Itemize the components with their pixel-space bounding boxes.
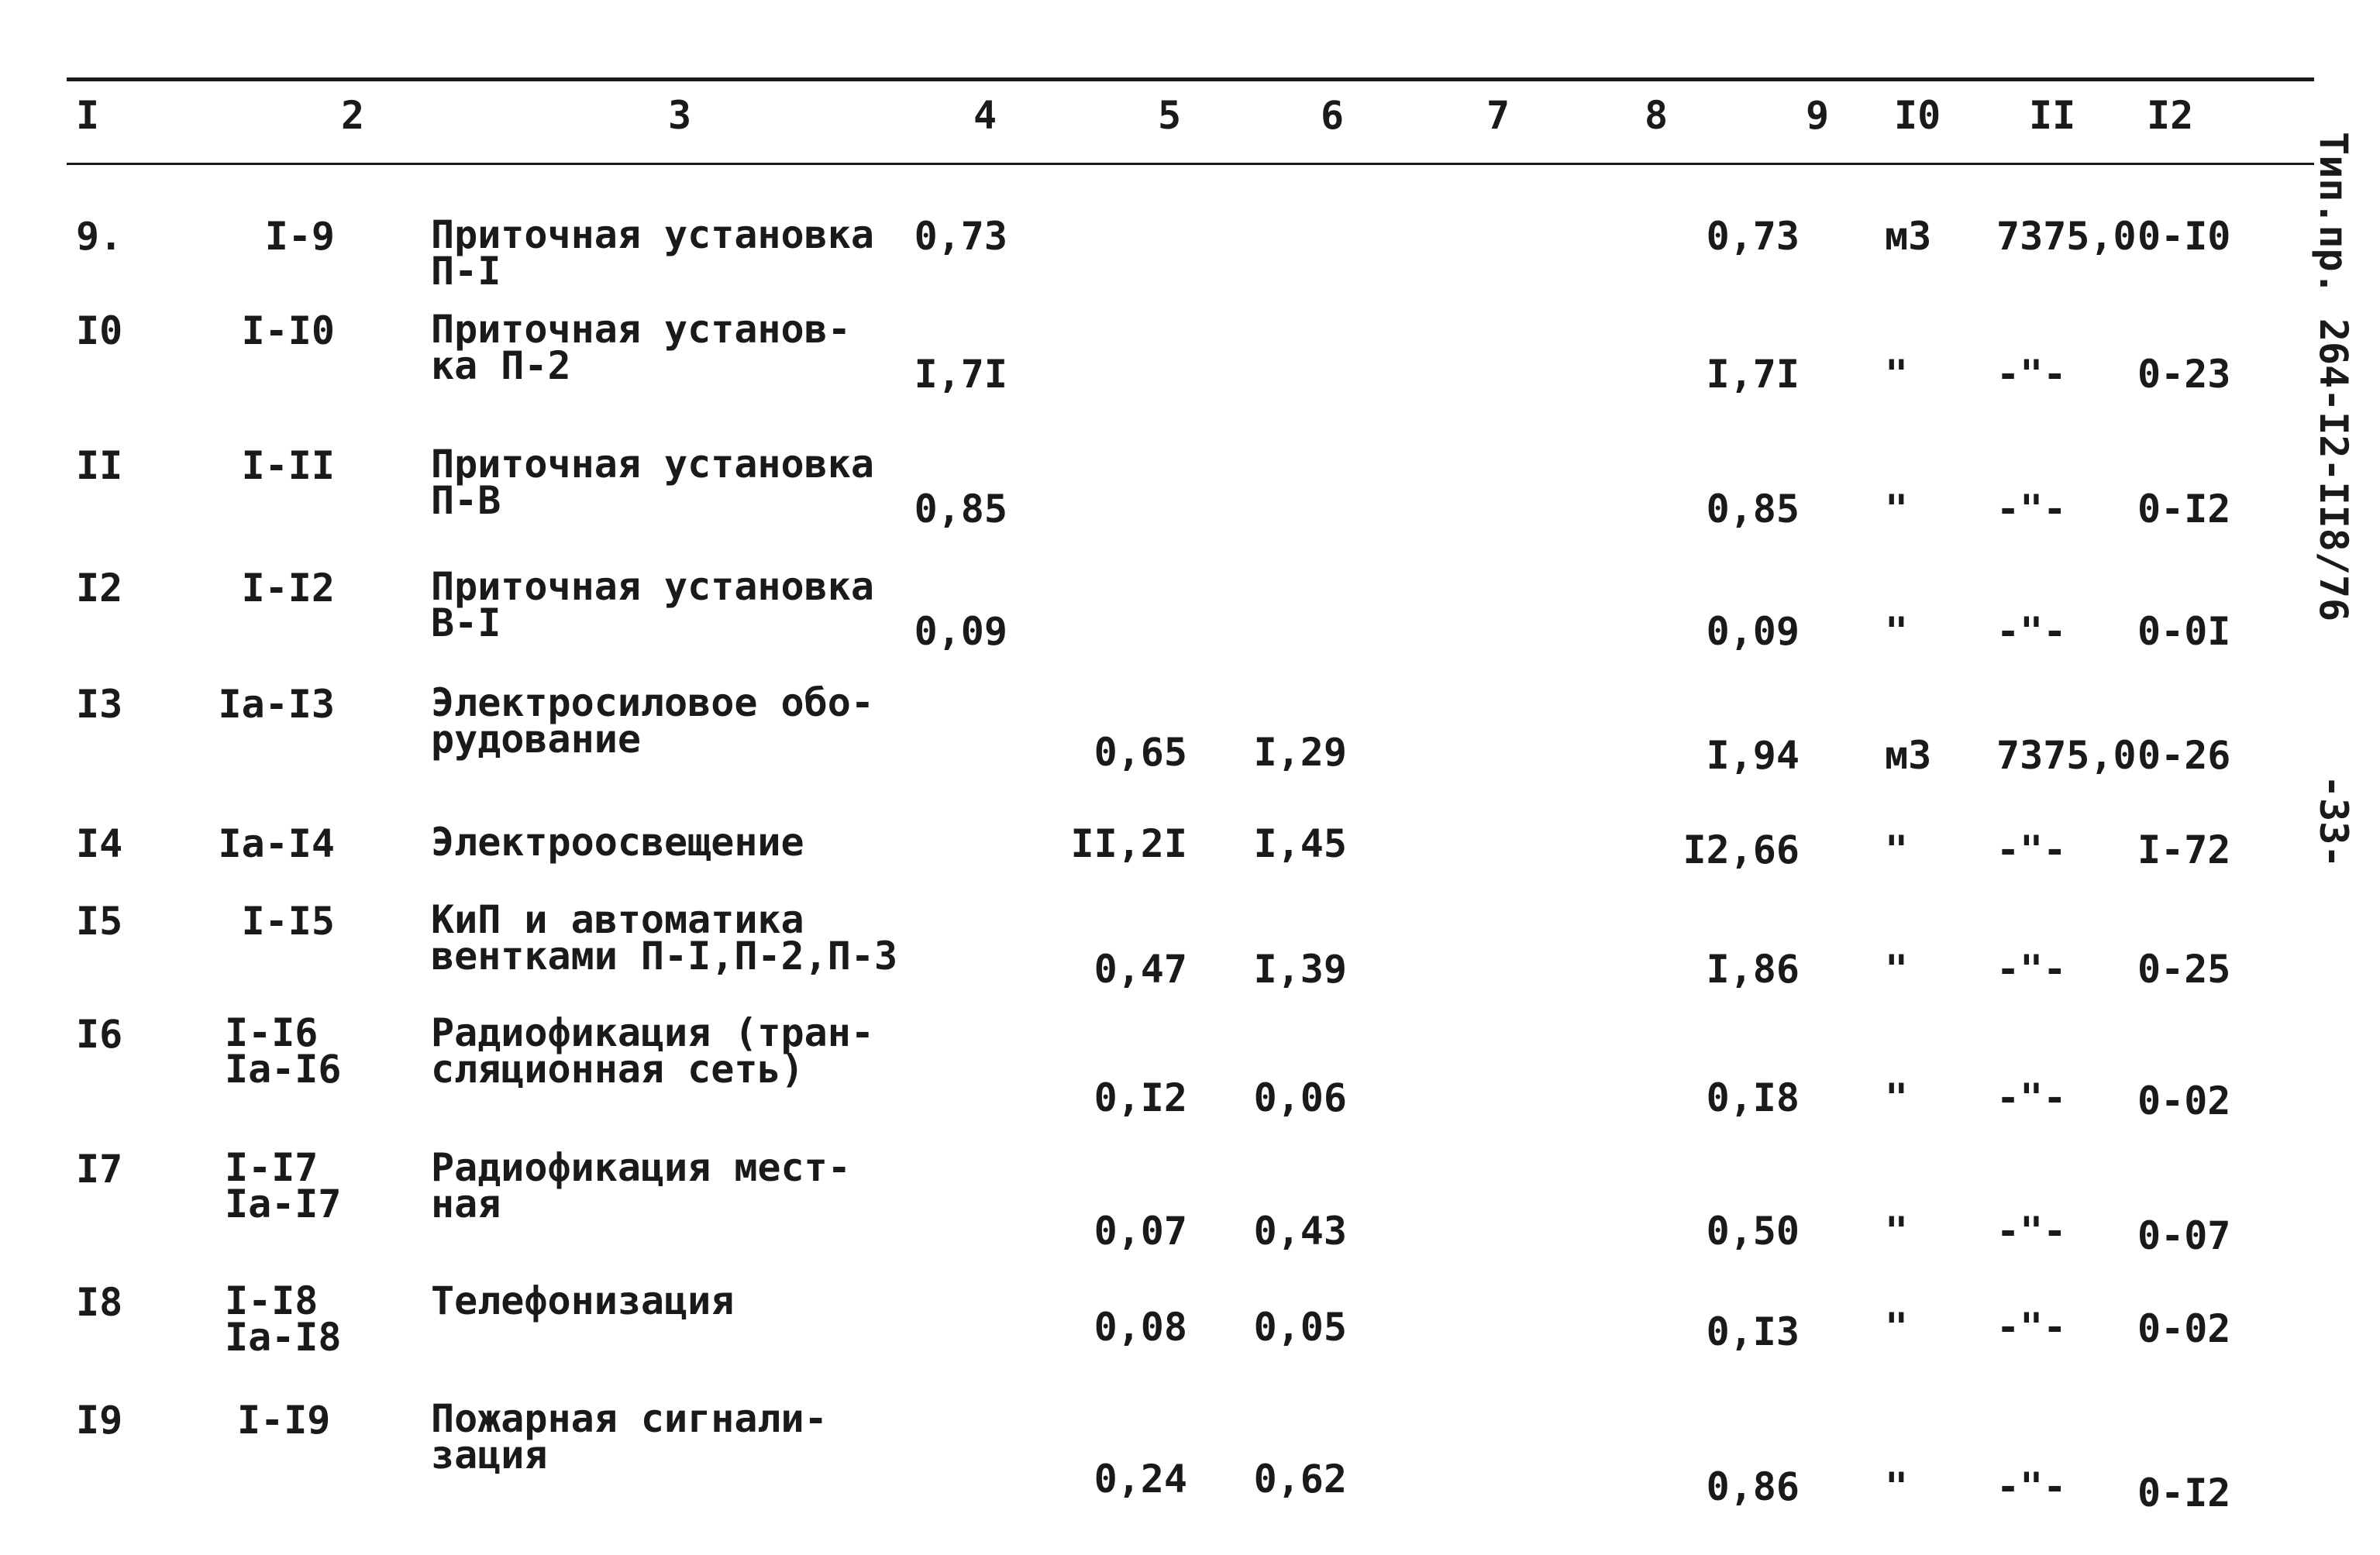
row-price: -"- xyxy=(1996,1209,2067,1254)
row-number: 9. xyxy=(76,214,123,259)
row-unit: " xyxy=(1885,352,1909,397)
row-col9: 0,I3 xyxy=(1706,1309,1800,1354)
row-number: I2 xyxy=(76,566,123,611)
row-price: -"- xyxy=(1996,609,2067,654)
row-name: Электроосвещение xyxy=(431,820,804,865)
row-code: I-I8 Iа-I8 xyxy=(225,1278,342,1360)
row-name: Пожарная сигнали- зация xyxy=(431,1396,828,1478)
col-header-11: II xyxy=(2029,93,2076,138)
row-name: Радиофикация мест- ная xyxy=(431,1145,851,1226)
row-name: Приточная установка В-I xyxy=(431,564,874,645)
row-name: Приточная установка П-В xyxy=(431,442,874,523)
col-header-9: 9 xyxy=(1806,93,1830,138)
row-price: -"- xyxy=(1996,1305,2067,1350)
row-number: I9 xyxy=(76,1398,123,1443)
row-number: I3 xyxy=(76,682,123,727)
row-unit: " xyxy=(1885,827,1909,872)
row-col12: 0-02 xyxy=(2137,1306,2231,1351)
row-price: -"- xyxy=(1996,487,2067,532)
row-unit: " xyxy=(1885,1464,1909,1509)
table-row xyxy=(0,1010,2325,1123)
row-col12: 0-26 xyxy=(2137,733,2231,778)
row-col5: 0,07 xyxy=(1094,1209,1187,1254)
col-header-2: 2 xyxy=(341,93,365,138)
row-code: I-I2 xyxy=(241,566,335,611)
col-header-1: I xyxy=(76,93,100,138)
row-col5: 0,08 xyxy=(1094,1305,1187,1350)
row-code: I-I7 Iа-I7 xyxy=(225,1145,342,1226)
table-row xyxy=(0,680,2325,778)
row-code: I-I0 xyxy=(241,308,335,353)
row-col9: 0,I8 xyxy=(1706,1075,1800,1120)
col-header-4: 4 xyxy=(973,93,997,138)
row-col12: I-72 xyxy=(2137,827,2231,872)
row-name: Радиофикация (тран- сляционная сеть) xyxy=(431,1010,874,1092)
row-unit: " xyxy=(1885,1209,1909,1254)
row-number: I5 xyxy=(76,899,123,944)
row-number: I7 xyxy=(76,1147,123,1192)
row-col9: I,7I xyxy=(1706,352,1800,397)
row-unit: м3 xyxy=(1885,733,1932,778)
row-unit: " xyxy=(1885,1305,1909,1350)
table-row xyxy=(0,820,2325,872)
row-col9: 0,50 xyxy=(1706,1209,1800,1254)
row-col9: I,86 xyxy=(1706,947,1800,992)
row-col9: I,94 xyxy=(1706,733,1800,778)
row-code: Iа-I4 xyxy=(218,821,335,866)
row-price: -"- xyxy=(1996,827,2067,872)
row-number: II xyxy=(76,443,123,488)
row-col5: 0,24 xyxy=(1094,1457,1187,1502)
row-price: -"- xyxy=(1996,947,2067,992)
row-col5: 0,I2 xyxy=(1094,1075,1187,1120)
table-row xyxy=(0,307,2325,397)
row-col12: 0-02 xyxy=(2137,1079,2231,1123)
row-col9: 0,86 xyxy=(1706,1464,1800,1509)
row-col4: 0,09 xyxy=(914,609,1007,654)
row-unit: " xyxy=(1885,609,1909,654)
table-row xyxy=(0,1278,2325,1360)
row-code: I-I6 Iа-I6 xyxy=(225,1010,342,1092)
row-code: I-II xyxy=(241,443,335,488)
col-header-3: 3 xyxy=(668,93,692,138)
table-row xyxy=(0,212,2325,294)
row-col6: I,39 xyxy=(1253,947,1347,992)
col-header-6: 6 xyxy=(1321,93,1345,138)
row-name: Приточная установ- ка П-2 xyxy=(431,307,851,388)
row-name: Приточная установка П-I xyxy=(431,212,874,294)
row-price: 7375,0 xyxy=(1996,214,2137,259)
page-number: -33- xyxy=(2311,775,2356,869)
col-header-5: 5 xyxy=(1158,93,1182,138)
row-col6: 0,43 xyxy=(1253,1209,1347,1254)
row-col4: 0,85 xyxy=(914,487,1007,532)
col-header-12: I2 xyxy=(2147,93,2194,138)
row-number: I0 xyxy=(76,308,123,353)
row-col12: 0-25 xyxy=(2137,947,2231,992)
col-header-8: 8 xyxy=(1645,93,1669,138)
table-row xyxy=(0,442,2325,532)
row-col9: 0,85 xyxy=(1706,487,1800,532)
row-col6: 0,62 xyxy=(1253,1457,1347,1502)
row-unit: " xyxy=(1885,487,1909,532)
row-col4: 0,73 xyxy=(914,214,1007,259)
row-price: -"- xyxy=(1996,352,2067,397)
row-col6: I,45 xyxy=(1253,821,1347,866)
row-col5: 0,47 xyxy=(1094,947,1187,992)
row-code: I-I9 xyxy=(237,1398,331,1443)
row-col4: I,7I xyxy=(914,352,1007,397)
row-code: I-9 xyxy=(264,214,335,259)
row-col12: 0-23 xyxy=(2137,352,2231,397)
row-price: 7375,0 xyxy=(1996,733,2137,778)
row-code: I-I5 xyxy=(241,899,335,944)
table-row xyxy=(0,1396,2325,1515)
row-unit: " xyxy=(1885,947,1909,992)
row-col6: 0,06 xyxy=(1253,1075,1347,1120)
col-header-7: 7 xyxy=(1486,93,1510,138)
row-number: I6 xyxy=(76,1012,123,1057)
row-col9: 0,73 xyxy=(1706,214,1800,259)
row-col9: I2,66 xyxy=(1683,827,1800,872)
row-name: КиП и автоматика вентками П-I,П-2,П-3 xyxy=(431,897,898,979)
row-col5: 0,65 xyxy=(1094,730,1187,775)
col-header-10: I0 xyxy=(1894,93,1941,138)
row-col5: II,2I xyxy=(1070,821,1187,866)
row-price: -"- xyxy=(1996,1075,2067,1120)
row-name: Электросиловое обо- рудование xyxy=(431,680,874,762)
row-col9: 0,09 xyxy=(1706,609,1800,654)
row-code: Iа-I3 xyxy=(218,682,335,727)
row-col12: 0-I0 xyxy=(2137,214,2231,259)
row-col12: 0-I2 xyxy=(2137,487,2231,532)
row-name: Телефонизация xyxy=(431,1278,735,1323)
table-row xyxy=(0,897,2325,992)
row-col6: I,29 xyxy=(1253,730,1347,775)
row-col12: 0-0I xyxy=(2137,609,2231,654)
row-unit: " xyxy=(1885,1075,1909,1120)
row-unit: м3 xyxy=(1885,214,1932,259)
table-row xyxy=(0,1145,2325,1258)
row-price: -"- xyxy=(1996,1464,2067,1509)
header-rule xyxy=(67,163,2314,165)
margin-stamp: Тип.пр. 264-I2-II8/76 xyxy=(2311,132,2356,622)
row-number: I8 xyxy=(76,1280,123,1325)
row-number: I4 xyxy=(76,821,123,866)
table-top-rule xyxy=(67,77,2314,81)
row-col6: 0,05 xyxy=(1253,1305,1347,1350)
row-col12: 0-I2 xyxy=(2137,1471,2231,1515)
row-col12: 0-07 xyxy=(2137,1213,2231,1258)
